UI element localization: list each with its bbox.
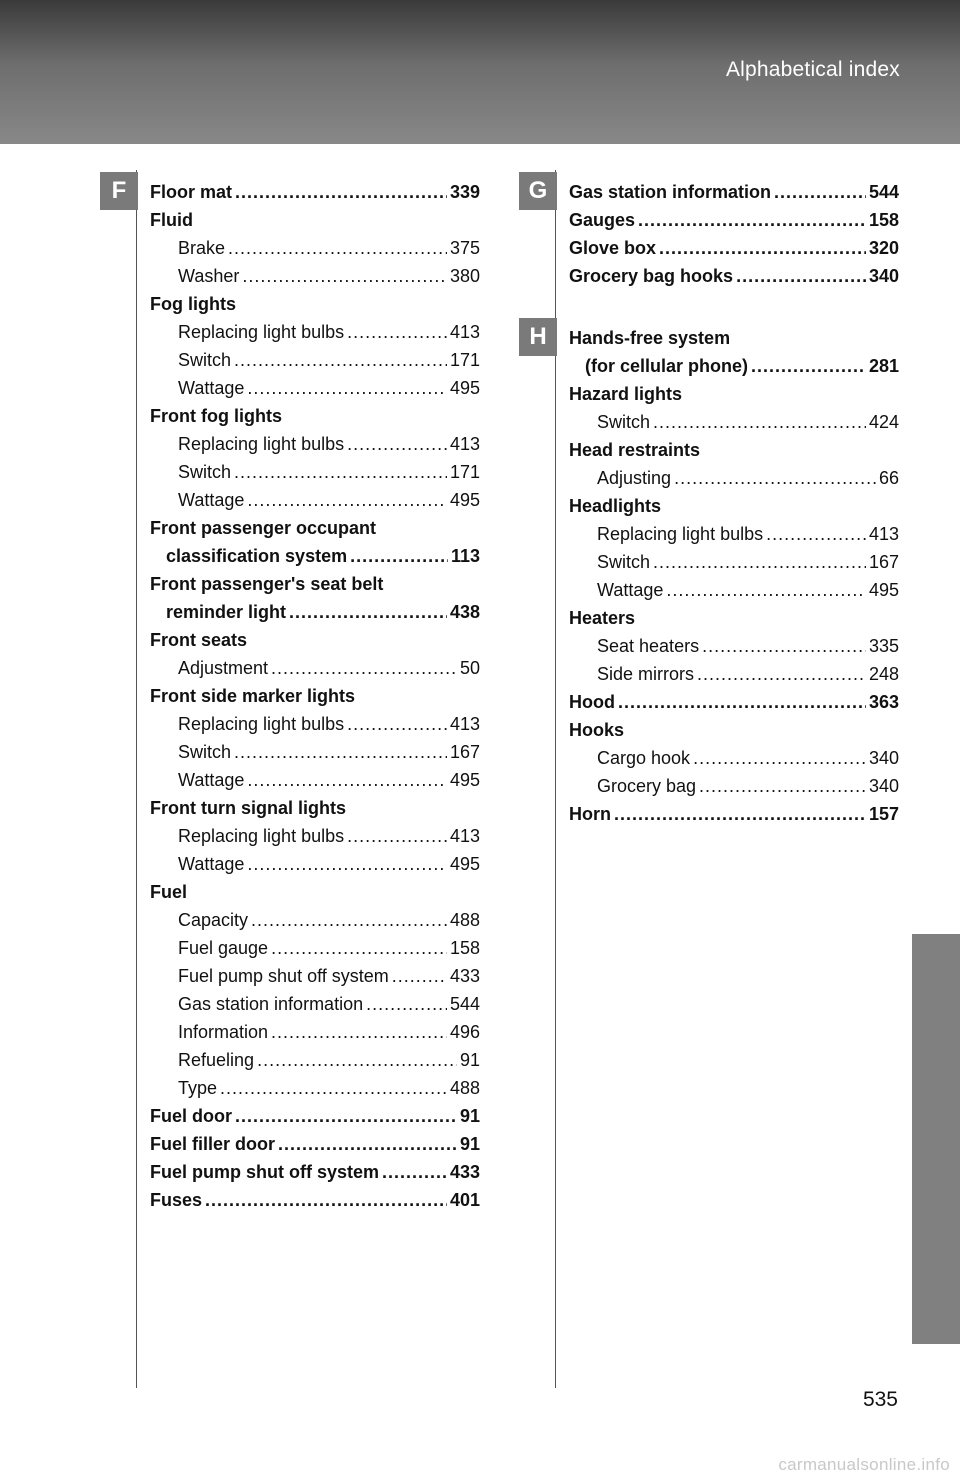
index-entry-term: Brake xyxy=(178,238,226,258)
dot-leader xyxy=(205,1186,447,1214)
index-entry xyxy=(150,570,480,598)
index-entry-page: 380 xyxy=(449,266,480,286)
index-entry-term: classification system xyxy=(166,546,348,566)
index-entry-page: 363 xyxy=(868,692,899,712)
dot-leader xyxy=(247,374,447,402)
index-entry-term: Replacing light bulbs xyxy=(178,826,345,846)
index-entry-term: Front passenger occupant xyxy=(150,518,377,538)
index-entry-term: Replacing light bulbs xyxy=(178,714,345,734)
dot-leader xyxy=(257,1046,457,1074)
section-gap xyxy=(569,290,899,324)
index-entry-term: Fuel gauge xyxy=(178,938,269,958)
dot-leader xyxy=(659,234,866,262)
index-entry-page: 91 xyxy=(459,1106,480,1126)
index-entry xyxy=(150,486,480,514)
index-entry xyxy=(569,744,899,772)
dot-leader xyxy=(251,906,447,934)
index-entry-page: 113 xyxy=(450,546,480,566)
dot-leader xyxy=(247,850,447,878)
index-entry xyxy=(150,262,480,290)
index-entry xyxy=(150,682,480,710)
index-entry-term: Wattage xyxy=(178,770,245,790)
index-entry xyxy=(569,716,899,744)
dot-leader xyxy=(674,464,876,492)
index-entry-term: Switch xyxy=(178,350,232,370)
index-entry-term: Adjustment xyxy=(178,658,269,678)
index-entry xyxy=(150,290,480,318)
dot-leader xyxy=(220,1074,447,1102)
index-entry xyxy=(150,542,480,570)
page-number: 535 xyxy=(862,1388,898,1411)
dot-leader xyxy=(247,486,447,514)
index-entry xyxy=(569,436,899,464)
dot-leader xyxy=(247,766,447,794)
dot-leader xyxy=(235,178,447,206)
page-header-band xyxy=(0,0,960,144)
dot-leader xyxy=(347,710,447,738)
dot-leader xyxy=(271,654,457,682)
index-entry xyxy=(150,990,480,1018)
index-entry xyxy=(150,1074,480,1102)
index-entry-term: Fuel door xyxy=(150,1106,232,1126)
index-entry-page: 167 xyxy=(449,742,480,762)
dot-leader xyxy=(271,1018,447,1046)
dot-leader xyxy=(736,262,866,290)
index-entry xyxy=(569,408,899,436)
letter-tab-h: H xyxy=(519,318,557,356)
index-entry xyxy=(150,346,480,374)
index-entry-page: 413 xyxy=(449,322,480,342)
dot-leader xyxy=(234,346,447,374)
index-entry xyxy=(150,822,480,850)
index-entry-page: 335 xyxy=(868,636,899,656)
index-entry-page: 158 xyxy=(868,210,899,230)
index-entry-term: reminder light xyxy=(166,602,287,622)
index-entry-term: Replacing light bulbs xyxy=(597,524,764,544)
dot-leader xyxy=(392,962,447,990)
index-entry xyxy=(150,206,480,234)
index-entry xyxy=(569,324,899,352)
dot-leader xyxy=(653,408,866,436)
index-entry-page: 488 xyxy=(449,1078,480,1098)
dot-leader xyxy=(693,744,866,772)
index-entry xyxy=(569,380,899,408)
index-entry-term: Front turn signal lights xyxy=(150,798,346,818)
index-entry xyxy=(150,514,480,542)
index-entry xyxy=(150,794,480,822)
index-entry-term: (for cellular phone) xyxy=(585,356,749,376)
index-entry-term: Heaters xyxy=(569,608,636,628)
index-entry-term: Grocery bag hooks xyxy=(569,266,734,286)
index-entry xyxy=(150,318,480,346)
dot-leader xyxy=(347,318,447,346)
index-entry-page: 424 xyxy=(868,412,899,432)
index-entry-term: Wattage xyxy=(178,378,245,398)
index-entry xyxy=(150,1018,480,1046)
index-entry xyxy=(150,850,480,878)
dot-leader xyxy=(638,206,866,234)
index-entry xyxy=(569,688,899,716)
dot-leader xyxy=(774,178,866,206)
index-entry-page: 339 xyxy=(449,182,480,202)
index-entry-page: 248 xyxy=(868,664,899,684)
dot-leader xyxy=(382,1158,447,1186)
index-entry xyxy=(569,206,899,234)
index-entry xyxy=(150,626,480,654)
index-entry xyxy=(150,1158,480,1186)
index-entry xyxy=(569,604,899,632)
index-entry xyxy=(569,576,899,604)
index-entry-term: Front seats xyxy=(150,630,248,650)
index-column-right xyxy=(569,178,899,828)
index-entry-term: Fog lights xyxy=(150,294,236,314)
index-entry-term: Wattage xyxy=(178,854,245,874)
index-entry-page: 495 xyxy=(449,770,480,790)
section-thumb-tab xyxy=(912,934,960,1344)
index-entry xyxy=(150,430,480,458)
index-entry-term: Hood xyxy=(569,692,615,712)
index-entry xyxy=(569,520,899,548)
index-entry-page: 495 xyxy=(449,854,480,874)
dot-leader xyxy=(347,822,447,850)
index-entry xyxy=(150,710,480,738)
index-entry-term: Front passenger's seat belt xyxy=(150,574,384,594)
index-entry xyxy=(150,934,480,962)
index-entry-page: 375 xyxy=(449,238,480,258)
dot-leader xyxy=(234,738,447,766)
index-entry-term: Switch xyxy=(178,462,232,482)
watermark: carmanualsonline.info xyxy=(778,1455,950,1474)
index-entry-term: Floor mat xyxy=(150,182,233,202)
index-entry xyxy=(150,738,480,766)
index-entry-term: Fuel pump shut off system xyxy=(178,966,389,986)
index-entry-page: 413 xyxy=(868,524,899,544)
index-entry xyxy=(150,234,480,262)
index-entry-page: 281 xyxy=(868,356,899,376)
index-entry xyxy=(569,234,899,262)
index-entry-term: Switch xyxy=(597,552,651,572)
index-entry-page: 66 xyxy=(878,468,899,488)
index-entry xyxy=(569,800,899,828)
index-entry xyxy=(150,654,480,682)
index-entry-term: Capacity xyxy=(178,910,249,930)
dot-leader xyxy=(278,1130,457,1158)
index-entry-page: 544 xyxy=(449,994,480,1014)
index-entry xyxy=(569,352,899,380)
index-entry xyxy=(569,660,899,688)
index-entry-term: Wattage xyxy=(597,580,664,600)
index-entry-page: 401 xyxy=(449,1190,480,1210)
index-entry-term: Head restraints xyxy=(569,440,701,460)
index-entry-term: Information xyxy=(178,1022,269,1042)
index-entry-page: 157 xyxy=(868,804,899,824)
dot-leader xyxy=(350,542,448,570)
letter-tab-g: G xyxy=(519,172,557,210)
index-entry-term: Glove box xyxy=(569,238,657,258)
index-entry xyxy=(569,492,899,520)
index-entry xyxy=(569,262,899,290)
dot-leader xyxy=(228,234,447,262)
index-entry-term: Type xyxy=(178,1078,218,1098)
index-entry xyxy=(569,632,899,660)
dot-leader xyxy=(697,660,866,688)
index-entry-term: Washer xyxy=(178,266,240,286)
index-entry xyxy=(150,1102,480,1130)
dot-leader xyxy=(666,576,866,604)
index-entry-term: Gas station information xyxy=(569,182,772,202)
index-entry-page: 171 xyxy=(449,350,480,370)
index-entry-page: 171 xyxy=(449,462,480,482)
index-entry-term: Gas station information xyxy=(178,994,364,1014)
index-entry-term: Replacing light bulbs xyxy=(178,322,345,342)
index-entry xyxy=(150,1186,480,1214)
dot-leader xyxy=(235,1102,457,1130)
index-entry-term: Side mirrors xyxy=(597,664,695,684)
index-entry xyxy=(150,178,480,206)
index-entry-page: 91 xyxy=(459,1134,480,1154)
index-entry xyxy=(150,402,480,430)
index-entry xyxy=(569,464,899,492)
dot-leader xyxy=(366,990,447,1018)
index-entry xyxy=(569,548,899,576)
index-entry-page: 50 xyxy=(459,658,480,678)
index-entry-page: 91 xyxy=(459,1050,480,1070)
index-entry-page: 433 xyxy=(449,1162,480,1182)
index-entry-term: Gauges xyxy=(569,210,636,230)
index-entry-page: 438 xyxy=(449,602,480,622)
page-header-title: Alphabetical index xyxy=(725,58,900,81)
index-entry-page: 495 xyxy=(449,378,480,398)
index-entry-page: 340 xyxy=(868,776,899,796)
index-entry-term: Fuel filler door xyxy=(150,1134,276,1154)
index-entry-term: Hazard lights xyxy=(569,384,683,404)
index-entry-page: 340 xyxy=(868,748,899,768)
index-entry xyxy=(150,766,480,794)
index-entry-term: Switch xyxy=(178,742,232,762)
index-entry-page: 167 xyxy=(868,552,899,572)
index-entry-page: 158 xyxy=(449,938,480,958)
index-entry xyxy=(150,598,480,626)
dot-leader xyxy=(653,548,866,576)
index-entry xyxy=(150,878,480,906)
index-entry-page: 544 xyxy=(868,182,899,202)
dot-leader xyxy=(242,262,447,290)
dot-leader xyxy=(347,430,447,458)
index-entry xyxy=(569,772,899,800)
dot-leader xyxy=(234,458,447,486)
index-entry-term: Refueling xyxy=(178,1050,255,1070)
index-entry-term: Wattage xyxy=(178,490,245,510)
index-entry xyxy=(569,178,899,206)
index-entry-term: Fuses xyxy=(150,1190,203,1210)
dot-leader xyxy=(289,598,447,626)
index-entry-term: Horn xyxy=(569,804,611,824)
index-entry-term: Hooks xyxy=(569,720,625,740)
index-entry-page: 413 xyxy=(449,434,480,454)
dot-leader xyxy=(766,520,866,548)
dot-leader xyxy=(751,352,866,380)
dot-leader xyxy=(618,688,866,716)
index-entry-term: Hands-free system xyxy=(569,328,731,348)
index-entry-term: Fuel xyxy=(150,882,188,902)
index-entry-term: Headlights xyxy=(569,496,662,516)
index-entry xyxy=(150,458,480,486)
index-entry-term: Replacing light bulbs xyxy=(178,434,345,454)
index-entry-page: 320 xyxy=(868,238,899,258)
index-entry-term: Grocery bag xyxy=(597,776,697,796)
index-entry-term: Fluid xyxy=(150,210,193,230)
index-entry-term: Seat heaters xyxy=(597,636,700,656)
index-entry-page: 413 xyxy=(449,826,480,846)
index-entry-term: Adjusting xyxy=(597,468,672,488)
dot-leader xyxy=(271,934,447,962)
index-entry-page: 340 xyxy=(868,266,899,286)
index-entry-page: 495 xyxy=(868,580,899,600)
index-entry xyxy=(150,1130,480,1158)
letter-tab-f: F xyxy=(100,172,138,210)
index-entry-term: Front side marker lights xyxy=(150,686,356,706)
dot-leader xyxy=(702,632,866,660)
index-entry xyxy=(150,1046,480,1074)
index-entry-term: Front fog lights xyxy=(150,406,282,426)
index-entry-term: Cargo hook xyxy=(597,748,691,768)
index-entry-page: 413 xyxy=(449,714,480,734)
index-column-left xyxy=(150,178,480,1214)
index-entry-term: Fuel pump shut off system xyxy=(150,1162,380,1182)
index-entry-page: 433 xyxy=(449,966,480,986)
index-entry-page: 496 xyxy=(449,1022,480,1042)
dot-leader xyxy=(614,800,866,828)
index-entry xyxy=(150,962,480,990)
index-entry-page: 495 xyxy=(449,490,480,510)
index-entry xyxy=(150,374,480,402)
dot-leader xyxy=(699,772,866,800)
index-entry-page: 488 xyxy=(449,910,480,930)
index-entry-term: Switch xyxy=(597,412,651,432)
index-entry xyxy=(150,906,480,934)
left-column-rule xyxy=(136,170,137,1388)
